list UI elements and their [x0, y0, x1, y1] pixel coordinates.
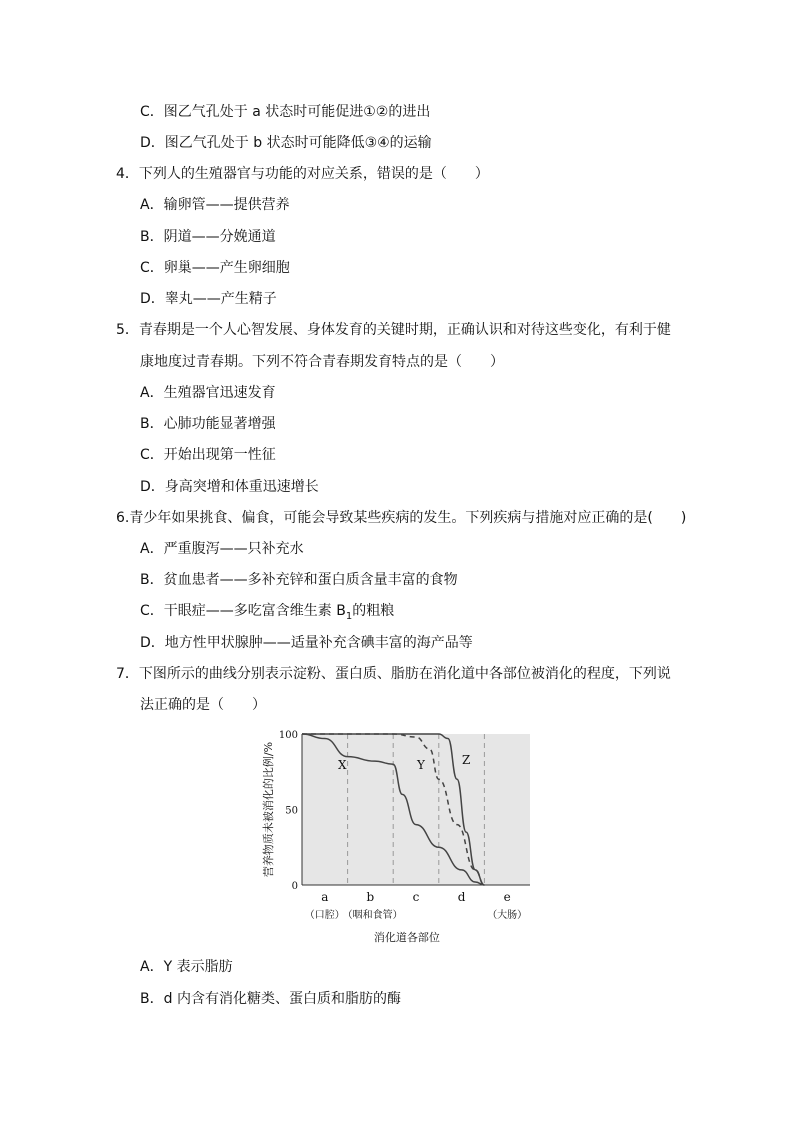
x-category-note: （大肠）: [487, 910, 528, 921]
option-a-q5: A．生殖器官迅速发育: [140, 385, 276, 401]
option-d-q5: D．身高突增和体重迅速增长: [140, 479, 319, 495]
x-axis-label: 消化道各部位: [373, 931, 440, 944]
option-d-q4: D．睾丸——产生精子: [140, 291, 277, 307]
option-c-q6: C．干眼症——多吃富含维生素 $B_1$的粗粮: [140, 603, 395, 622]
option-b-q6: B．贫血患者——多补充锌和蛋白质含量丰富的食物: [140, 572, 458, 588]
x-category-b: b: [366, 890, 375, 904]
option-b-q5: B．心肺功能显著增强: [140, 416, 276, 432]
option-a-q7: A．Y 表示脂肪: [140, 959, 233, 975]
question-5: 5．青春期是一个人心智发展、身体发育的关键时期，正确认识和对待这些变化，有利于健: [116, 322, 671, 338]
x-category-d: d: [457, 890, 466, 904]
option-b-q7: B．d 内含有消化糖类、蛋白质和脂肪的酶: [140, 991, 401, 1007]
x-category-e: e: [503, 890, 511, 904]
option-d-q6: D．地方性甲状腺肿——适量补充含碘丰富的海产品等: [140, 635, 473, 651]
question-7: 7．下图所示的曲线分别表示淀粉、蛋白质、脂肪在消化道中各部位被消化的程度，下列说: [116, 666, 671, 682]
series-label-x: X: [338, 758, 347, 772]
question-4: 4．下列人的生殖器官与功能的对应关系，错误的是（ ）: [116, 166, 489, 182]
x-category-c: c: [412, 890, 420, 904]
option-d-q3: D．图乙气孔处于 b 状态时可能降低③④的运输: [140, 135, 432, 151]
y-tick-label: 0: [291, 881, 298, 892]
series-label-z: Z: [462, 753, 471, 767]
y-tick-label: 100: [278, 730, 298, 741]
question-6: 6.青少年如果挑食、偏食，可能会导致某些疾病的发生。下列疾病与措施对应正确的是( ): [116, 510, 687, 526]
y-tick-label: 50: [285, 805, 298, 817]
y-axis-label: 营养物质未被消化的比例/%: [262, 741, 275, 878]
x-category-note: （口腔）: [304, 910, 345, 921]
plot-background: [302, 734, 530, 885]
x-category-a: a: [321, 890, 329, 904]
digestion-chart: [258, 722, 548, 952]
option-c-q3: C．图乙气孔处于 a 状态时可能促进①②的进出: [140, 104, 431, 120]
option-a-q6: A．严重腹泻——只补充水: [140, 541, 304, 557]
series-label-y: Y: [417, 758, 425, 772]
option-a-q4: A．输卵管——提供营养: [140, 197, 290, 213]
option-c-q5: C．开始出现第一性征: [140, 447, 276, 463]
question-5-cont: 康地度过青春期。下列不符合青春期发育特点的是（ ）: [140, 354, 504, 370]
option-c-q4: C．卵巢——产生卵细胞: [140, 260, 290, 276]
option-b-q4: B．阴道——分娩通道: [140, 229, 276, 245]
question-7-cont: 法正确的是（ ）: [140, 697, 266, 713]
x-category-note: （咽和食管）: [342, 910, 403, 921]
